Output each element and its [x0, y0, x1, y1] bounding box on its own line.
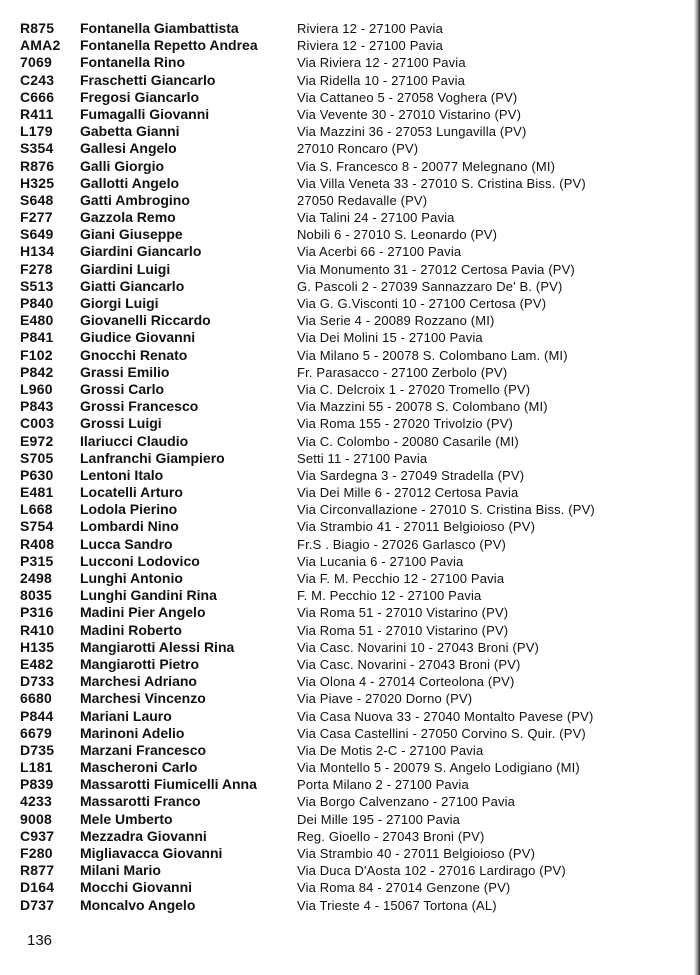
member-name: Lombardi Nino — [80, 518, 179, 535]
member-code: F278 — [20, 260, 53, 277]
member-address: Via S. Francesco 8 - 20077 Melegnano (MI) — [297, 158, 556, 174]
directory-row — [20, 158, 670, 175]
member-code: E972 — [20, 432, 54, 449]
directory-row — [20, 604, 670, 621]
member-name: Giardini Luigi — [80, 260, 171, 277]
member-code: R411 — [20, 105, 54, 122]
member-name: Giatti Giancarlo — [80, 277, 185, 294]
member-address: Via Casc. Novarini - 27043 Broni (PV) — [297, 656, 521, 672]
member-address: Via Olona 4 - 27014 Corteolona (PV) — [297, 674, 515, 690]
member-code: P316 — [20, 604, 54, 621]
directory-row — [20, 673, 670, 690]
member-name: Gallesi Angelo — [80, 140, 177, 157]
member-address: Riviera 12 - 27100 Pavia — [297, 21, 443, 36]
member-code: H325 — [20, 174, 55, 191]
member-name: Fontanella Repetto Andrea — [80, 37, 258, 54]
member-address: Via Vevente 30 - 27010 Vistarino (PV) — [297, 106, 522, 122]
member-address: Via Casc. Novarini 10 - 27043 Broni (PV) — [297, 639, 540, 655]
member-code: C666 — [20, 88, 55, 105]
member-code: E482 — [20, 655, 54, 672]
member-name: Lucca Sandro — [80, 535, 173, 552]
member-code: D737 — [20, 896, 55, 913]
member-address: Via Roma 155 - 27020 Trivolzio (PV) — [297, 416, 513, 432]
member-name: Gnocchi Renato — [80, 346, 188, 363]
member-name: Gatti Ambrogino — [80, 191, 190, 208]
member-address: Riviera 12 - 27100 Pavia — [297, 38, 443, 54]
member-name: Mele Umberto — [80, 810, 173, 827]
directory-row — [20, 381, 670, 398]
member-address: Via Acerbi 66 - 27100 Pavia — [297, 244, 462, 260]
member-name: Grossi Carlo — [80, 380, 165, 397]
member-code: P842 — [20, 363, 54, 380]
member-code: P844 — [20, 707, 54, 724]
member-code: S648 — [20, 191, 54, 208]
member-address: Porta Milano 2 - 27100 Pavia — [297, 777, 469, 793]
member-address: Via Monumento 31 - 27012 Certosa Pavia (PV) — [297, 261, 575, 277]
member-code: S354 — [20, 140, 54, 157]
member-name: Lunghi Antonio — [80, 570, 183, 586]
member-address: Via Casa Nuova 33 - 27040 Montalto Pavese (PV) — [297, 708, 594, 724]
directory-list — [20, 20, 670, 914]
member-code: E481 — [20, 484, 54, 501]
member-code: 6680 — [20, 690, 52, 707]
member-address: Via Mazzini 55 - 20078 S. Colombano (MI) — [297, 399, 548, 415]
member-name: Mangiarotti Alessi Rina — [80, 638, 235, 655]
member-name: Locatelli Arturo — [80, 484, 183, 501]
member-address: F. M. Pecchio 12 - 27100 Pavia — [297, 588, 482, 604]
member-name: Giani Giuseppe — [80, 226, 183, 243]
member-code: D735 — [20, 741, 55, 758]
directory-row — [20, 776, 670, 793]
member-address: Via Casa Castellini - 27050 Corvino S. Quir. (PV) — [297, 725, 586, 741]
member-address: Via Ridella 10 - 27100 Pavia — [297, 72, 466, 88]
member-name: Gabetta Gianni — [80, 123, 180, 140]
member-address: Via Circonvallazione - 27010 S. Cristina Biss. (PV) — [297, 502, 595, 518]
member-name: Massarotti Franco — [80, 793, 201, 810]
member-code: C003 — [20, 415, 55, 432]
member-name: Galli Giorgio — [80, 157, 165, 174]
member-code: 7069 — [20, 54, 52, 71]
member-code: F277 — [20, 209, 53, 226]
member-address: Fr. Parasacco - 27100 Zerbolo (PV) — [297, 364, 508, 380]
member-code: R875 — [20, 20, 55, 36]
member-name: Fumagalli Giovanni — [80, 105, 210, 122]
member-address: Via G. G.Visconti 10 - 27100 Certosa (PV) — [297, 296, 547, 311]
member-address: Nobili 6 - 27010 S. Leonardo (PV) — [297, 227, 498, 243]
directory-row — [20, 742, 670, 759]
directory-row — [20, 450, 670, 467]
member-code: AMA2 — [20, 37, 61, 54]
member-code: S513 — [20, 277, 54, 294]
member-code: 6679 — [20, 724, 52, 741]
member-name: Mascheroni Carlo — [80, 759, 198, 776]
member-name: Mangiarotti Pietro — [80, 655, 200, 672]
member-address: Via Dei Molini 15 - 27100 Pavia — [297, 330, 483, 346]
directory-row — [20, 845, 670, 862]
member-name: Giorgi Luigi — [80, 295, 159, 311]
member-name: Marchesi Vincenzo — [80, 690, 206, 707]
member-address: Via De Motis 2-C - 27100 Pavia — [297, 742, 484, 758]
directory-row — [20, 54, 670, 71]
member-name: Marchesi Adriano — [80, 673, 197, 690]
directory-row — [20, 398, 670, 415]
directory-row — [20, 347, 670, 364]
member-address: Via Villa Veneta 33 - 27010 S. Cristina Biss. (PV) — [297, 175, 586, 191]
member-code: 4233 — [20, 793, 52, 810]
directory-row — [20, 192, 670, 209]
member-name: Massarotti Fiumicelli Anna — [80, 776, 257, 793]
member-code: R410 — [20, 621, 55, 638]
member-name: Marzani Francesco — [80, 741, 207, 758]
directory-row — [20, 501, 670, 518]
member-address: G. Pascoli 2 - 27039 Sannazzaro De' B. (PV) — [297, 278, 563, 294]
member-address: Via Talini 24 - 27100 Pavia — [297, 210, 455, 226]
member-address: Dei Mille 195 - 27100 Pavia — [297, 811, 461, 827]
directory-row — [20, 243, 670, 260]
directory-row — [20, 639, 670, 656]
member-code: P630 — [20, 466, 54, 483]
member-name: Fregosi Giancarlo — [80, 88, 200, 105]
member-code: C243 — [20, 71, 55, 88]
member-code: 9008 — [20, 810, 52, 827]
directory-row — [20, 415, 670, 432]
member-name: Giudice Giovanni — [80, 329, 196, 346]
member-name: Giovanelli Riccardo — [80, 312, 211, 329]
member-address: Via C. Colombo - 20080 Casarile (MI) — [297, 433, 519, 449]
member-address: 27050 Redavalle (PV) — [297, 192, 428, 208]
member-name: Lucconi Lodovico — [80, 552, 200, 569]
directory-row — [20, 20, 670, 37]
directory-row — [20, 433, 670, 450]
member-name: Fraschetti Giancarlo — [80, 71, 216, 88]
directory-row — [20, 759, 670, 776]
directory-row — [20, 587, 670, 604]
member-name: Lentoni Italo — [80, 466, 164, 483]
directory-row — [20, 828, 670, 845]
member-address: Via Dei Mille 6 - 27012 Certosa Pavia — [297, 485, 519, 501]
member-address: Via Montello 5 - 20079 S. Angelo Lodigiano (MI) — [297, 760, 580, 776]
directory-row — [20, 570, 670, 587]
member-name: Gallotti Angelo — [80, 174, 180, 191]
directory-row — [20, 295, 670, 312]
member-address: Via Duca D'Aosta 102 - 27016 Lardirago (PV) — [297, 863, 566, 879]
member-code: R876 — [20, 157, 55, 174]
directory-row — [20, 72, 670, 89]
directory-row — [20, 879, 670, 896]
member-address: Via Trieste 4 - 15067 Tortona (AL) — [297, 897, 497, 913]
member-code: F102 — [20, 346, 53, 363]
member-code: P315 — [20, 552, 54, 569]
member-name: Grossi Francesco — [80, 398, 199, 415]
member-code: S754 — [20, 518, 54, 535]
directory-row — [20, 553, 670, 570]
directory-row — [20, 209, 670, 226]
member-name: Gazzola Remo — [80, 209, 176, 226]
directory-row — [20, 622, 670, 639]
member-code: L181 — [20, 759, 53, 776]
directory-row — [20, 897, 670, 914]
member-name: Madini Pier Angelo — [80, 604, 206, 621]
member-name: Ilariucci Claudio — [80, 432, 189, 449]
member-code: R408 — [20, 535, 55, 552]
member-code: S705 — [20, 449, 54, 466]
directory-row — [20, 37, 670, 54]
member-name: Grossi Luigi — [80, 415, 162, 432]
member-name: Lunghi Gandini Rina — [80, 587, 217, 604]
member-code: P840 — [20, 295, 54, 311]
directory-row — [20, 690, 670, 707]
member-address: Via Roma 51 - 27010 Vistarino (PV) — [297, 605, 509, 621]
member-code: P839 — [20, 776, 54, 793]
directory-row — [20, 175, 670, 192]
member-address: Reg. Gioello - 27043 Broni (PV) — [297, 828, 485, 844]
member-address: 27010 Roncaro (PV) — [297, 141, 419, 157]
member-code: P841 — [20, 329, 54, 346]
member-name: Mocchi Giovanni — [80, 879, 193, 896]
member-code: D733 — [20, 673, 55, 690]
member-name: Moncalvo Angelo — [80, 896, 196, 913]
member-code: L179 — [20, 123, 53, 140]
member-address: Via Sardegna 3 - 27049 Stradella (PV) — [297, 467, 525, 483]
member-name: Mariani Lauro — [80, 707, 172, 724]
member-name: Migliavacca Giovanni — [80, 845, 223, 861]
member-code: E480 — [20, 312, 54, 329]
member-address: Setti 11 - 27100 Pavia — [297, 450, 428, 466]
directory-row — [20, 312, 670, 329]
directory-row — [20, 364, 670, 381]
directory-row — [20, 226, 670, 243]
member-address: Via C. Delcroix 1 - 27020 Tromello (PV) — [297, 381, 531, 397]
member-address: Via Strambio 40 - 27011 Belgioioso (PV) — [297, 846, 536, 861]
member-name: Grassi Emilio — [80, 363, 170, 380]
member-address: Via Strambio 41 - 27011 Belgioioso (PV) — [297, 519, 536, 535]
member-code: L960 — [20, 380, 53, 397]
member-code: C937 — [20, 827, 55, 844]
member-address: Fr.S . Biagio - 27026 Garlasco (PV) — [297, 536, 507, 552]
member-code: R877 — [20, 862, 55, 879]
member-code: H135 — [20, 638, 55, 655]
directory-row — [20, 484, 670, 501]
member-address: Via Serie 4 - 20089 Rozzano (MI) — [297, 313, 495, 329]
member-address: Via Borgo Calvenzano - 27100 Pavia — [297, 794, 516, 810]
member-address: Via Milano 5 - 20078 S. Colombano Lam. (MI) — [297, 347, 568, 363]
directory-row — [20, 261, 670, 278]
member-address: Via Riviera 12 - 27100 Pavia — [297, 55, 466, 71]
member-address: Via Piave - 27020 Dorno (PV) — [297, 691, 473, 707]
directory-row — [20, 467, 670, 484]
member-code: L668 — [20, 501, 53, 518]
directory-row — [20, 793, 670, 810]
directory-row — [20, 811, 670, 828]
member-address: Via F. M. Pecchio 12 - 27100 Pavia — [297, 571, 505, 586]
directory-row — [20, 329, 670, 346]
member-name: Marinoni Adelio — [80, 724, 185, 741]
member-name: Lanfranchi Giampiero — [80, 449, 225, 466]
member-name: Madini Roberto — [80, 621, 182, 638]
member-name: Milani Mario — [80, 862, 161, 879]
directory-row — [20, 725, 670, 742]
member-name: Mezzadra Giovanni — [80, 827, 207, 844]
directory-row — [20, 89, 670, 106]
member-address: Via Lucania 6 - 27100 Pavia — [297, 553, 464, 569]
member-name: Giardini Giancarlo — [80, 243, 202, 260]
directory-row — [20, 106, 670, 123]
member-name: Fontanella Rino — [80, 54, 185, 71]
member-address: Via Cattaneo 5 - 27058 Voghera (PV) — [297, 89, 518, 105]
directory-row — [20, 140, 670, 157]
directory-row — [20, 656, 670, 673]
directory-row — [20, 278, 670, 295]
member-code: 2498 — [20, 570, 52, 586]
member-code: P843 — [20, 398, 54, 415]
page-edge-shadow — [694, 0, 700, 975]
member-address: Via Mazzini 36 - 27053 Lungavilla (PV) — [297, 124, 527, 140]
member-name: Fontanella Giambattista — [80, 20, 239, 36]
directory-row — [20, 536, 670, 553]
page-number: 136 — [27, 932, 53, 949]
member-name: Lodola Pierino — [80, 501, 178, 518]
directory-row — [20, 708, 670, 725]
member-address: Via Roma 51 - 27010 Vistarino (PV) — [297, 622, 509, 638]
member-code: F280 — [20, 845, 53, 861]
directory-row — [20, 518, 670, 535]
member-code: S649 — [20, 226, 54, 243]
directory-row — [20, 862, 670, 879]
member-code: 8035 — [20, 587, 52, 604]
member-address: Via Roma 84 - 27014 Genzone (PV) — [297, 880, 511, 896]
member-code: H134 — [20, 243, 55, 260]
member-code: D164 — [20, 879, 55, 896]
directory-row — [20, 123, 670, 140]
